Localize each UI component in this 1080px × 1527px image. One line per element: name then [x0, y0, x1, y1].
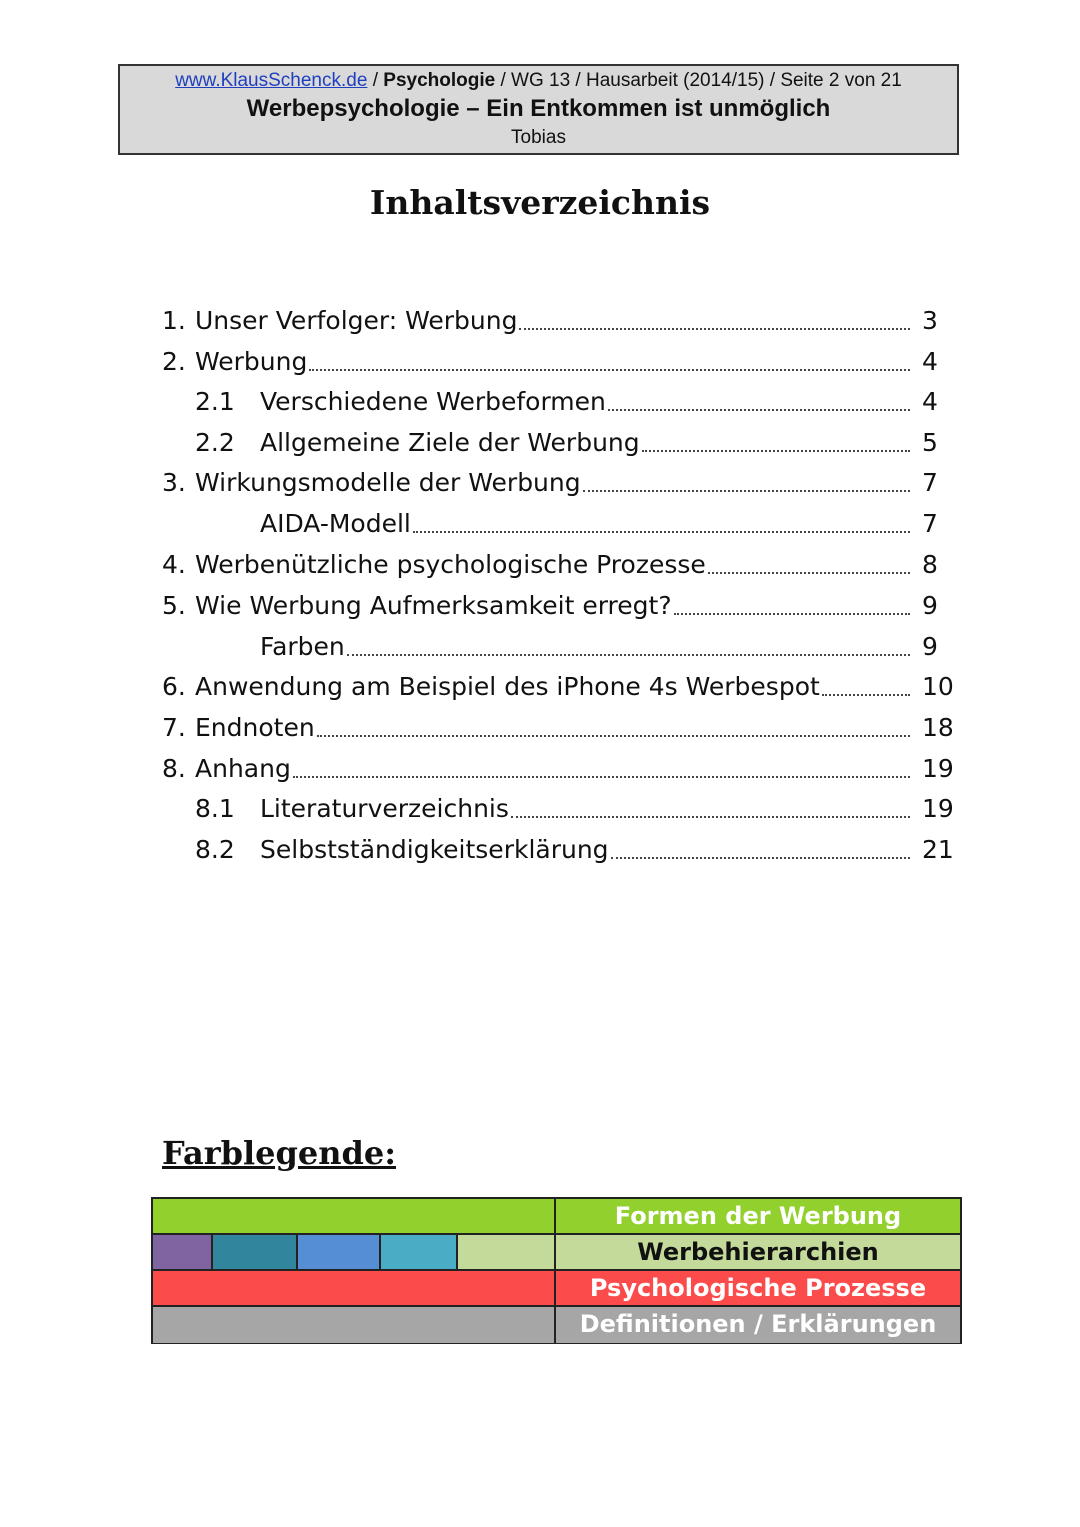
- legend-label: Psychologische Prozesse: [556, 1271, 960, 1305]
- page-header: [118, 64, 959, 155]
- toc-number: 5.: [162, 591, 186, 620]
- toc-label: Unser Verfolger: Werbung: [195, 306, 518, 335]
- toc-label: Allgemeine Ziele der Werbung: [260, 428, 640, 457]
- toc-label: Werbung: [195, 347, 308, 376]
- toc-page: 9: [922, 632, 938, 661]
- toc-page: 8: [922, 550, 938, 579]
- toc-leader: [293, 775, 910, 778]
- toc-number: 2.: [162, 347, 186, 376]
- toc-label: Farben: [260, 632, 345, 661]
- toc-page: 4: [922, 387, 938, 416]
- toc-page: 10: [922, 672, 954, 701]
- toc-entry[interactable]: [0, 382, 1080, 422]
- toc-label: Endnoten: [195, 713, 315, 742]
- color-legend: [151, 1197, 962, 1344]
- toc-entry[interactable]: [0, 423, 1080, 463]
- swatch-purple: [153, 1235, 213, 1269]
- toc-leader: [413, 530, 910, 533]
- toc-label: Werbenützliche psychologische Prozesse: [195, 550, 706, 579]
- legend-color-cell: [153, 1271, 556, 1305]
- toc-entry[interactable]: [0, 586, 1080, 626]
- toc-label: Wirkungsmodelle der Werbung: [195, 468, 581, 497]
- toc-entry[interactable]: [0, 463, 1080, 503]
- legend-title: Farblegende:: [162, 1134, 396, 1172]
- toc-entry[interactable]: [0, 667, 1080, 707]
- toc-page: 9: [922, 591, 938, 620]
- toc-leader: [611, 856, 910, 859]
- toc-number: 3.: [162, 468, 186, 497]
- website-link[interactable]: www.KlausSchenck.de: [175, 70, 368, 91]
- page-title: Inhaltsverzeichnis: [369, 183, 711, 222]
- toc-page: 21: [922, 835, 954, 864]
- toc-page: 4: [922, 347, 938, 376]
- toc-label: Selbstständigkeitserklärung: [260, 835, 609, 864]
- toc-entry[interactable]: [0, 504, 1080, 544]
- toc-entry[interactable]: [0, 749, 1080, 789]
- toc-number: 4.: [162, 550, 186, 579]
- toc-number: 1.: [162, 306, 186, 335]
- toc-label: Wie Werbung Aufmerksamkeit erregt?: [195, 591, 672, 620]
- toc-number: 6.: [162, 672, 186, 701]
- toc-page: 19: [922, 794, 954, 823]
- toc-entry[interactable]: [0, 301, 1080, 341]
- legend-color-cell: [153, 1235, 556, 1269]
- toc-entry[interactable]: [0, 342, 1080, 382]
- toc-leader: [511, 815, 910, 818]
- toc-leader: [317, 734, 910, 737]
- legend-label: Definitionen / Erklärungen: [556, 1307, 960, 1343]
- toc-number: 2.2: [195, 428, 235, 457]
- toc-leader: [642, 449, 910, 452]
- toc-leader: [674, 612, 910, 615]
- toc-leader: [708, 571, 910, 574]
- toc-label: Anwendung am Beispiel des iPhone 4s Werbespot: [195, 672, 820, 701]
- legend-row: [153, 1271, 960, 1307]
- toc-entry[interactable]: [0, 708, 1080, 748]
- toc-page: 18: [922, 713, 954, 742]
- toc-entry[interactable]: [0, 830, 1080, 870]
- toc-number: 8.1: [195, 794, 235, 823]
- toc-page: 7: [922, 509, 938, 538]
- toc-label: Literaturverzeichnis: [260, 794, 509, 823]
- toc-label: AIDA-Modell: [260, 509, 411, 538]
- swatch-teal: [213, 1235, 298, 1269]
- document-title: Werbepsychologie – Ein Entkommen ist unmöglich: [246, 95, 831, 122]
- toc-number: 7.: [162, 713, 186, 742]
- toc-number: 8.: [162, 754, 186, 783]
- toc-leader: [309, 368, 910, 371]
- toc-leader: [583, 489, 910, 492]
- header-rest: / WG 13 / Hausarbeit (2014/15) / Seite 2 von 21: [495, 70, 902, 91]
- toc-leader: [608, 408, 910, 411]
- legend-label: Werbehierarchien: [556, 1235, 960, 1269]
- toc-entry[interactable]: [0, 545, 1080, 585]
- legend-row: [153, 1199, 960, 1235]
- swatch-light-green: [458, 1235, 554, 1269]
- header-path: [120, 69, 957, 93]
- header-sep: /: [367, 70, 384, 91]
- toc-entry[interactable]: [0, 627, 1080, 667]
- toc-entry[interactable]: [0, 789, 1080, 829]
- toc-leader: [822, 693, 910, 696]
- toc-page: 19: [922, 754, 954, 783]
- toc-number: 8.2: [195, 835, 235, 864]
- swatch-blue: [298, 1235, 381, 1269]
- toc-page: 3: [922, 306, 938, 335]
- legend-row: [153, 1235, 960, 1271]
- header-subject: Psychologie: [383, 70, 496, 91]
- toc-leader: [347, 653, 910, 656]
- author: Tobias: [511, 127, 566, 148]
- legend-color-cell: [153, 1199, 556, 1233]
- toc-label: Verschiedene Werbeformen: [260, 387, 606, 416]
- toc-page: 7: [922, 468, 938, 497]
- swatch-cyan: [381, 1235, 458, 1269]
- toc-number: 2.1: [195, 387, 235, 416]
- legend-label: Formen der Werbung: [556, 1199, 960, 1233]
- toc-leader: [519, 327, 910, 330]
- toc-label: Anhang: [195, 754, 291, 783]
- legend-row: [153, 1307, 960, 1343]
- toc-page: 5: [922, 428, 938, 457]
- legend-color-cell: [153, 1307, 556, 1343]
